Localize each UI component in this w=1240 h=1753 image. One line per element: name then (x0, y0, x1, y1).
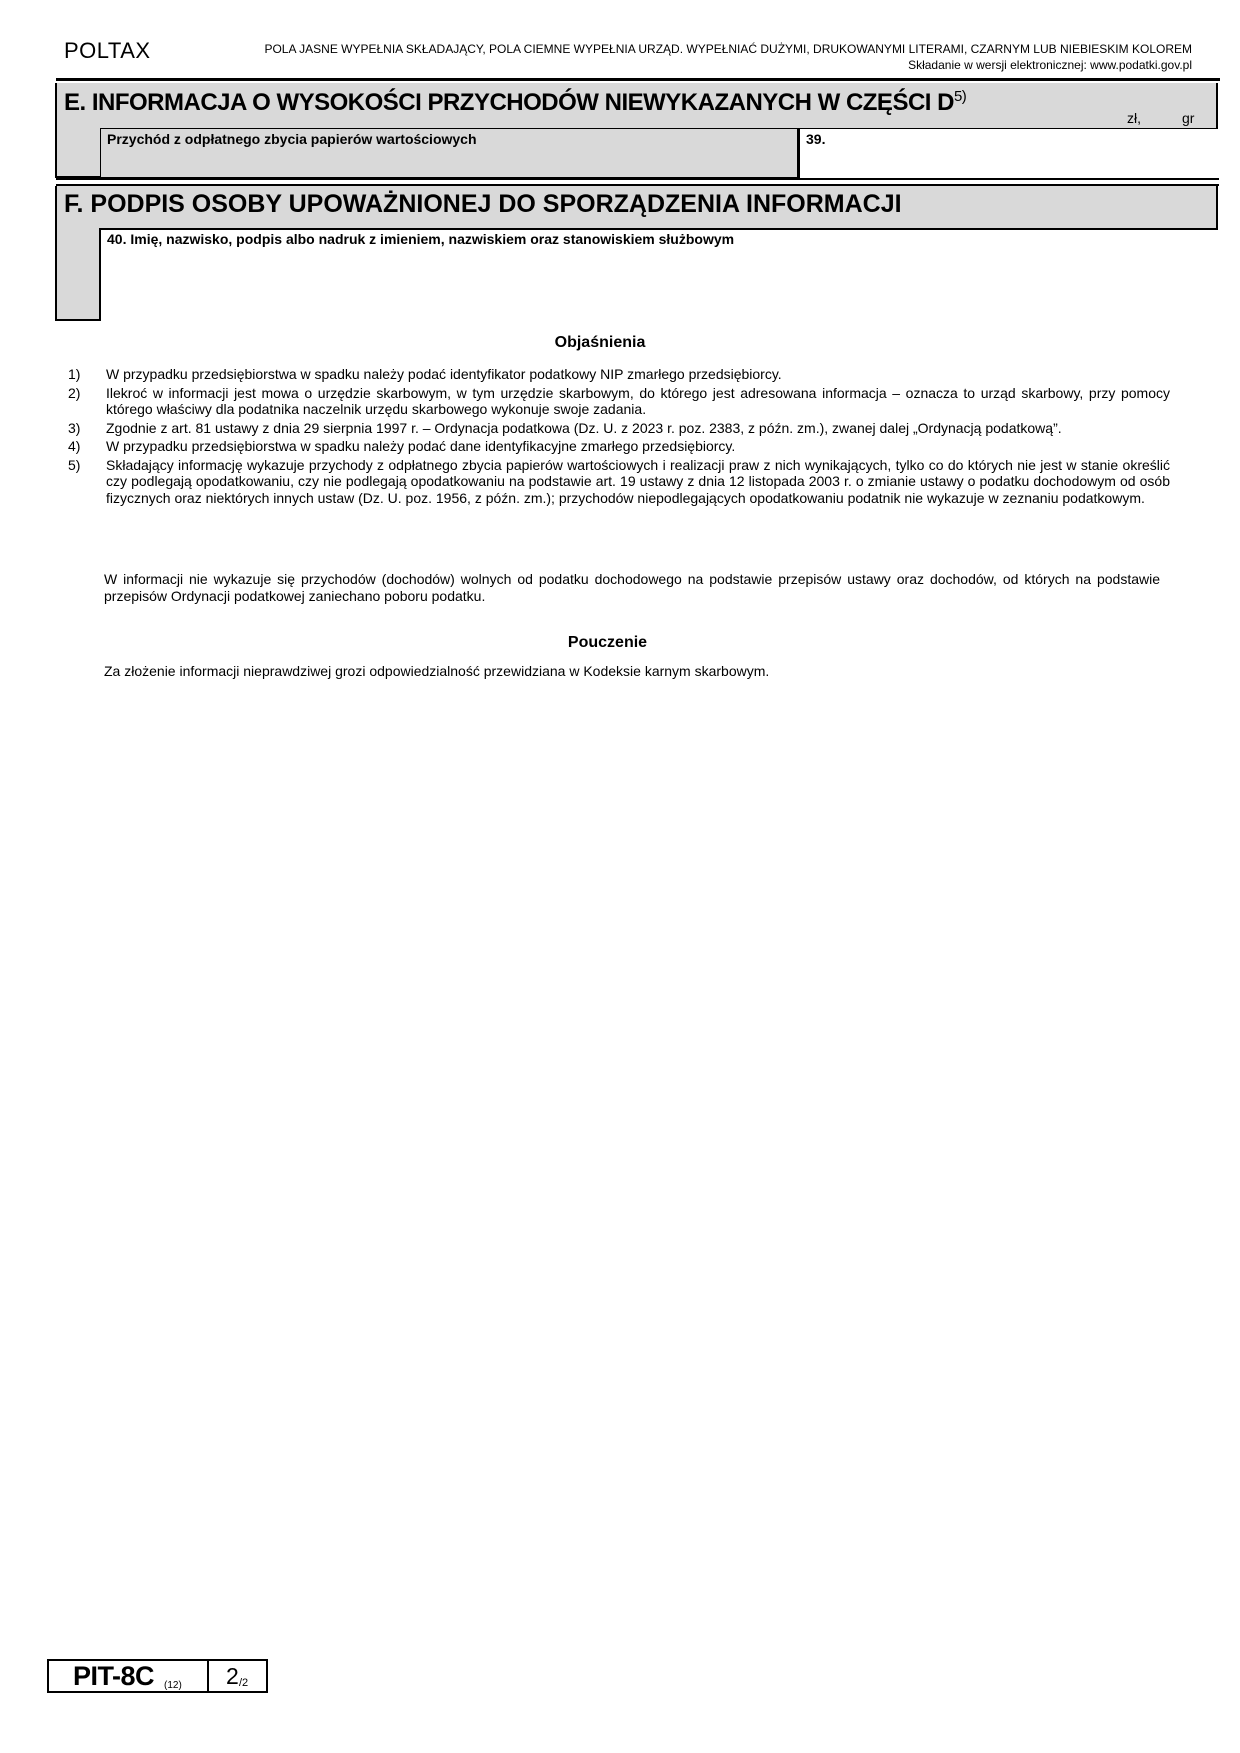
exempt-income-note: W informacji nie wykazuje się przychodów (dochodów) wolnych od podatku dochodowego na podstawie przepisów ustawy oraz dochodów, od których na podstawie przepisów Ordynacji podatkowej zaniechano poboru podatku. (104, 571, 1160, 604)
explanation-item (68, 366, 1170, 383)
explanation-item (68, 385, 1170, 418)
notice-text: Za złożenie informacji nieprawdziwej grozi odpowiedzialność przewidziana w Kodeksie karnym skarbowym. (104, 663, 770, 679)
explanation-number: 2) (68, 384, 81, 401)
section-f-title: F. PODPIS OSOBY UPOWAŻNIONEJ DO SPORZĄDZENIA INFORMACJI (64, 190, 902, 218)
field-40-label: 40. Imię, nazwisko, podpis albo nadruk z imieniem, nazwiskiem oraz stanowiskiem służbowym (107, 231, 735, 247)
explanations-heading: Objaśnienia (554, 334, 646, 351)
form-id-divider (207, 1659, 209, 1693)
income-row-label: Przychód z odpłatnego zbycia papierów wartościowych (107, 131, 477, 147)
explanation-number: 3) (68, 419, 81, 436)
explanation-text: W przypadku przedsiębiorstwa w spadku należy podać dane identyfikacyjne zmarłego przedsiębiorcy. (106, 438, 736, 454)
electronic-submission-note: Składanie w wersji elektronicznej: www.podatki.gov.pl (908, 58, 1192, 72)
form-version: (12) (164, 1680, 182, 1691)
explanation-item (68, 420, 1170, 437)
explanation-text: Składający informację wykazuje przychody z odpłatnego zbycia papierów wartościowych i realizacji praw z nich wynikających, tylko co do których nie jest w stanie określić czy podlegają opodatkowaniu, czy nie podlegają opodatkowaniu na podstawie art. 19 ustawy z dnia 12 listopada 2003 r. o zmianie ustawy o podatku dochodowym od osób fizycznych oraz niektórych innych ustaw (Dz. U. poz. 1956, z późn. zm.); przychodów niepodlegających opodatkowaniu podatnik nie wykazuje w zeznaniu podatkowym. (106, 456, 1170, 506)
page-total: /2 (239, 1677, 249, 1689)
explanation-text: Ilekroć w informacji jest mowa o urzędzie skarbowym, w tym urzędzie skarbowym, do którego jest adresowana informacja – oznacza to urząd skarbowy, przy pomocy którego właściwy dla podatnika naczelnik urzędu skarbowego wykonuje swoje zadania. (106, 384, 1170, 417)
section-e-title: E. INFORMACJA O WYSOKOŚCI PRZYCHODÓW NIEWYKAZANYCH W CZĘŚCI $D^{5)}$ (64, 88, 967, 116)
footnote-ref: 5) (953, 88, 967, 105)
unit-gr-label: gr (1182, 110, 1195, 126)
explanation-item (68, 457, 1170, 507)
explanation-number: 5) (68, 456, 81, 473)
form-name: PIT-8C (73, 1661, 155, 1691)
explanation-number: 4) (68, 438, 81, 454)
explanation-text: W przypadku przedsiębiorstwa w spadku należy podać identyfikator podatkowy NIP zmarłego przedsiębiorcy. (106, 366, 782, 382)
field-39-input[interactable] (798, 128, 1218, 178)
unit-zl-label: zł, (1127, 110, 1141, 126)
fill-instructions: POLA JASNE WYPEŁNIA SKŁADAJĄCY, POLA CIEMNE WYPEŁNIA URZĄD. WYPEŁNIAĆ DUŻYMI, DRUKOWANYMI LITERAMI, CZARNYM LUB NIEBIESKIM KOLOREM (264, 42, 1192, 56)
section-separator (56, 178, 1219, 186)
field-39-number: 39. (806, 131, 826, 147)
explanation-item (68, 438, 1170, 455)
top-rule (56, 78, 1220, 81)
explanations-list (68, 366, 1170, 508)
explanation-number: 1) (68, 366, 81, 382)
notice-heading: Pouczenie (567, 634, 648, 651)
page-number: 2 (226, 1663, 239, 1689)
brand-label: POLTAX (64, 38, 151, 63)
explanation-text: Zgodnie z art. 81 ustawy z dnia 29 sierpnia 1997 r. – Ordynacja podatkowa (Dz. U. z 2023 r. poz. 2383, z późn. zm.), zwanej dalej „Ordynacją podatkową”. (106, 419, 1062, 436)
